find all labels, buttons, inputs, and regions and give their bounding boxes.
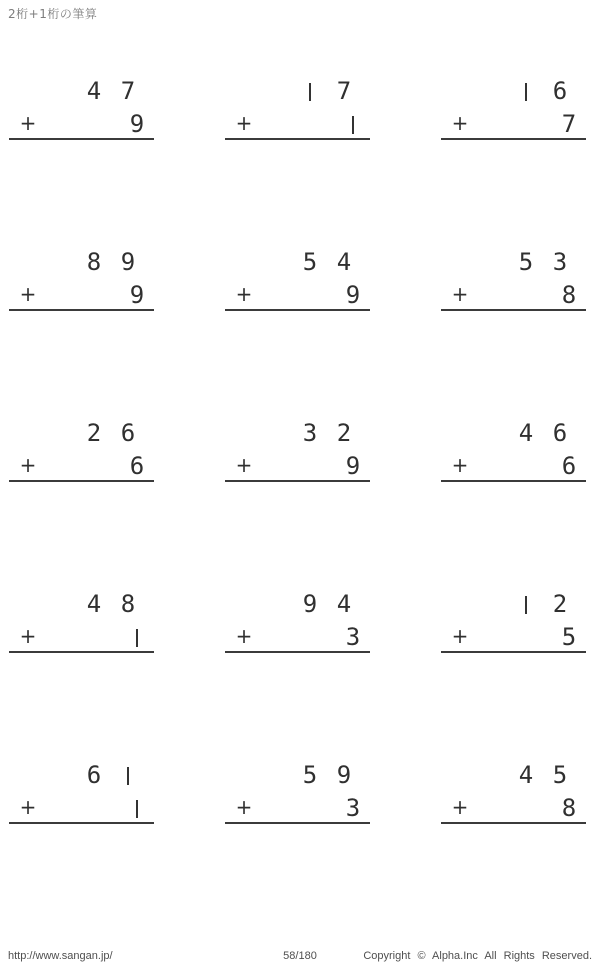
- digit: 4: [86, 77, 102, 105]
- addition-problem: [225, 414, 370, 482]
- digit: 4: [518, 761, 534, 789]
- plus-sign: +: [19, 795, 37, 819]
- digit: 7: [120, 77, 136, 105]
- top-number: [9, 414, 154, 447]
- top-number: [225, 756, 370, 789]
- plus-sign: +: [19, 282, 37, 306]
- addend-row: [9, 789, 154, 822]
- digit: 7: [561, 110, 577, 138]
- digit: 8: [561, 794, 577, 822]
- addition-problem: [441, 414, 586, 482]
- digit: 5: [518, 248, 534, 276]
- digit: 5: [561, 623, 577, 651]
- top-number: [9, 756, 154, 789]
- digit: 6: [552, 419, 568, 447]
- digit: 6: [129, 452, 145, 480]
- digit: 9: [120, 248, 136, 276]
- addition-problem: [9, 756, 154, 824]
- addition-problem: [441, 585, 586, 653]
- digit: 4: [336, 248, 352, 276]
- addend-row: [9, 618, 154, 651]
- addition-problem: [225, 243, 370, 311]
- footer-page-number: 58/180: [283, 950, 317, 962]
- digit: [336, 110, 370, 138]
- digit: [111, 761, 145, 789]
- addend-row: [225, 789, 370, 822]
- addition-problem: [9, 243, 154, 311]
- digit: 8: [120, 590, 136, 618]
- addition-problem: [9, 585, 154, 653]
- addend-row: [9, 447, 154, 480]
- digit: 9: [302, 590, 318, 618]
- top-number: [225, 72, 370, 105]
- addend-row: [9, 105, 154, 138]
- plus-sign: +: [235, 453, 253, 477]
- top-number: [225, 243, 370, 276]
- digit: 6: [561, 452, 577, 480]
- digit: 2: [336, 419, 352, 447]
- page-title: 2桁+1桁の筆算: [8, 7, 98, 21]
- plus-sign: +: [451, 453, 469, 477]
- digit: 9: [345, 281, 361, 309]
- addend-row: [9, 276, 154, 309]
- digit: [120, 794, 154, 822]
- footer-copyright: Copyright © Alpha.Inc All Rights Reserved.: [363, 950, 592, 962]
- top-number: [441, 585, 586, 618]
- digit: 6: [86, 761, 102, 789]
- addend-row: [441, 447, 586, 480]
- digit: 4: [518, 419, 534, 447]
- digit: 7: [336, 77, 352, 105]
- addend-number: [336, 110, 370, 138]
- digit: 2: [86, 419, 102, 447]
- plus-sign: +: [19, 111, 37, 135]
- digit: [509, 77, 543, 105]
- digit: 5: [302, 761, 318, 789]
- plus-sign: +: [451, 624, 469, 648]
- plus-sign: +: [451, 795, 469, 819]
- digit: 2: [552, 590, 568, 618]
- page-footer: [0, 946, 600, 962]
- footer-url: http://www.sangan.jp/: [8, 950, 113, 962]
- addend-number: [120, 794, 154, 822]
- plus-sign: +: [19, 453, 37, 477]
- addend-row: [225, 276, 370, 309]
- addend-number: [552, 110, 586, 138]
- plus-sign: +: [451, 282, 469, 306]
- digit: 5: [302, 248, 318, 276]
- addend-row: [441, 276, 586, 309]
- addend-number: [336, 452, 370, 480]
- addend-number: [336, 281, 370, 309]
- top-number: [225, 585, 370, 618]
- top-number: [441, 243, 586, 276]
- addend-row: [225, 618, 370, 651]
- problems-grid: [9, 72, 600, 927]
- top-number: [441, 756, 586, 789]
- top-number: [225, 414, 370, 447]
- addend-row: [225, 105, 370, 138]
- digit: 9: [129, 281, 145, 309]
- addend-number: [552, 794, 586, 822]
- addition-problem: [441, 72, 586, 140]
- digit: [120, 623, 154, 651]
- plus-sign: +: [451, 111, 469, 135]
- digit: 3: [552, 248, 568, 276]
- addition-problem: [225, 585, 370, 653]
- addend-number: [336, 794, 370, 822]
- addend-row: [441, 105, 586, 138]
- addition-problem: [225, 756, 370, 824]
- digit: [509, 590, 543, 618]
- addend-number: [552, 623, 586, 651]
- addend-number: [120, 110, 154, 138]
- digit: 4: [86, 590, 102, 618]
- addend-number: [120, 281, 154, 309]
- addend-row: [441, 618, 586, 651]
- plus-sign: +: [235, 624, 253, 648]
- addend-number: [552, 452, 586, 480]
- addend-number: [120, 452, 154, 480]
- digit: 6: [120, 419, 136, 447]
- addend-number: [552, 281, 586, 309]
- top-number: [441, 72, 586, 105]
- plus-sign: +: [235, 282, 253, 306]
- plus-sign: +: [19, 624, 37, 648]
- digit: 3: [345, 623, 361, 651]
- addition-problem: [441, 243, 586, 311]
- digit: 3: [345, 794, 361, 822]
- top-number: [9, 243, 154, 276]
- addend-number: [336, 623, 370, 651]
- top-number: [441, 414, 586, 447]
- top-number: [9, 585, 154, 618]
- digit: 3: [302, 419, 318, 447]
- addition-problem: [225, 72, 370, 140]
- top-number: [9, 72, 154, 105]
- digit: [293, 77, 327, 105]
- addend-row: [441, 789, 586, 822]
- digit: 4: [336, 590, 352, 618]
- addition-problem: [9, 414, 154, 482]
- plus-sign: +: [235, 111, 253, 135]
- plus-sign: +: [235, 795, 253, 819]
- digit: 6: [552, 77, 568, 105]
- addition-problem: [9, 72, 154, 140]
- digit: 8: [561, 281, 577, 309]
- addend-row: [225, 447, 370, 480]
- digit: 9: [129, 110, 145, 138]
- digit: 9: [336, 761, 352, 789]
- addend-number: [120, 623, 154, 651]
- digit: 8: [86, 248, 102, 276]
- digit: 5: [552, 761, 568, 789]
- digit: 9: [345, 452, 361, 480]
- addition-problem: [441, 756, 586, 824]
